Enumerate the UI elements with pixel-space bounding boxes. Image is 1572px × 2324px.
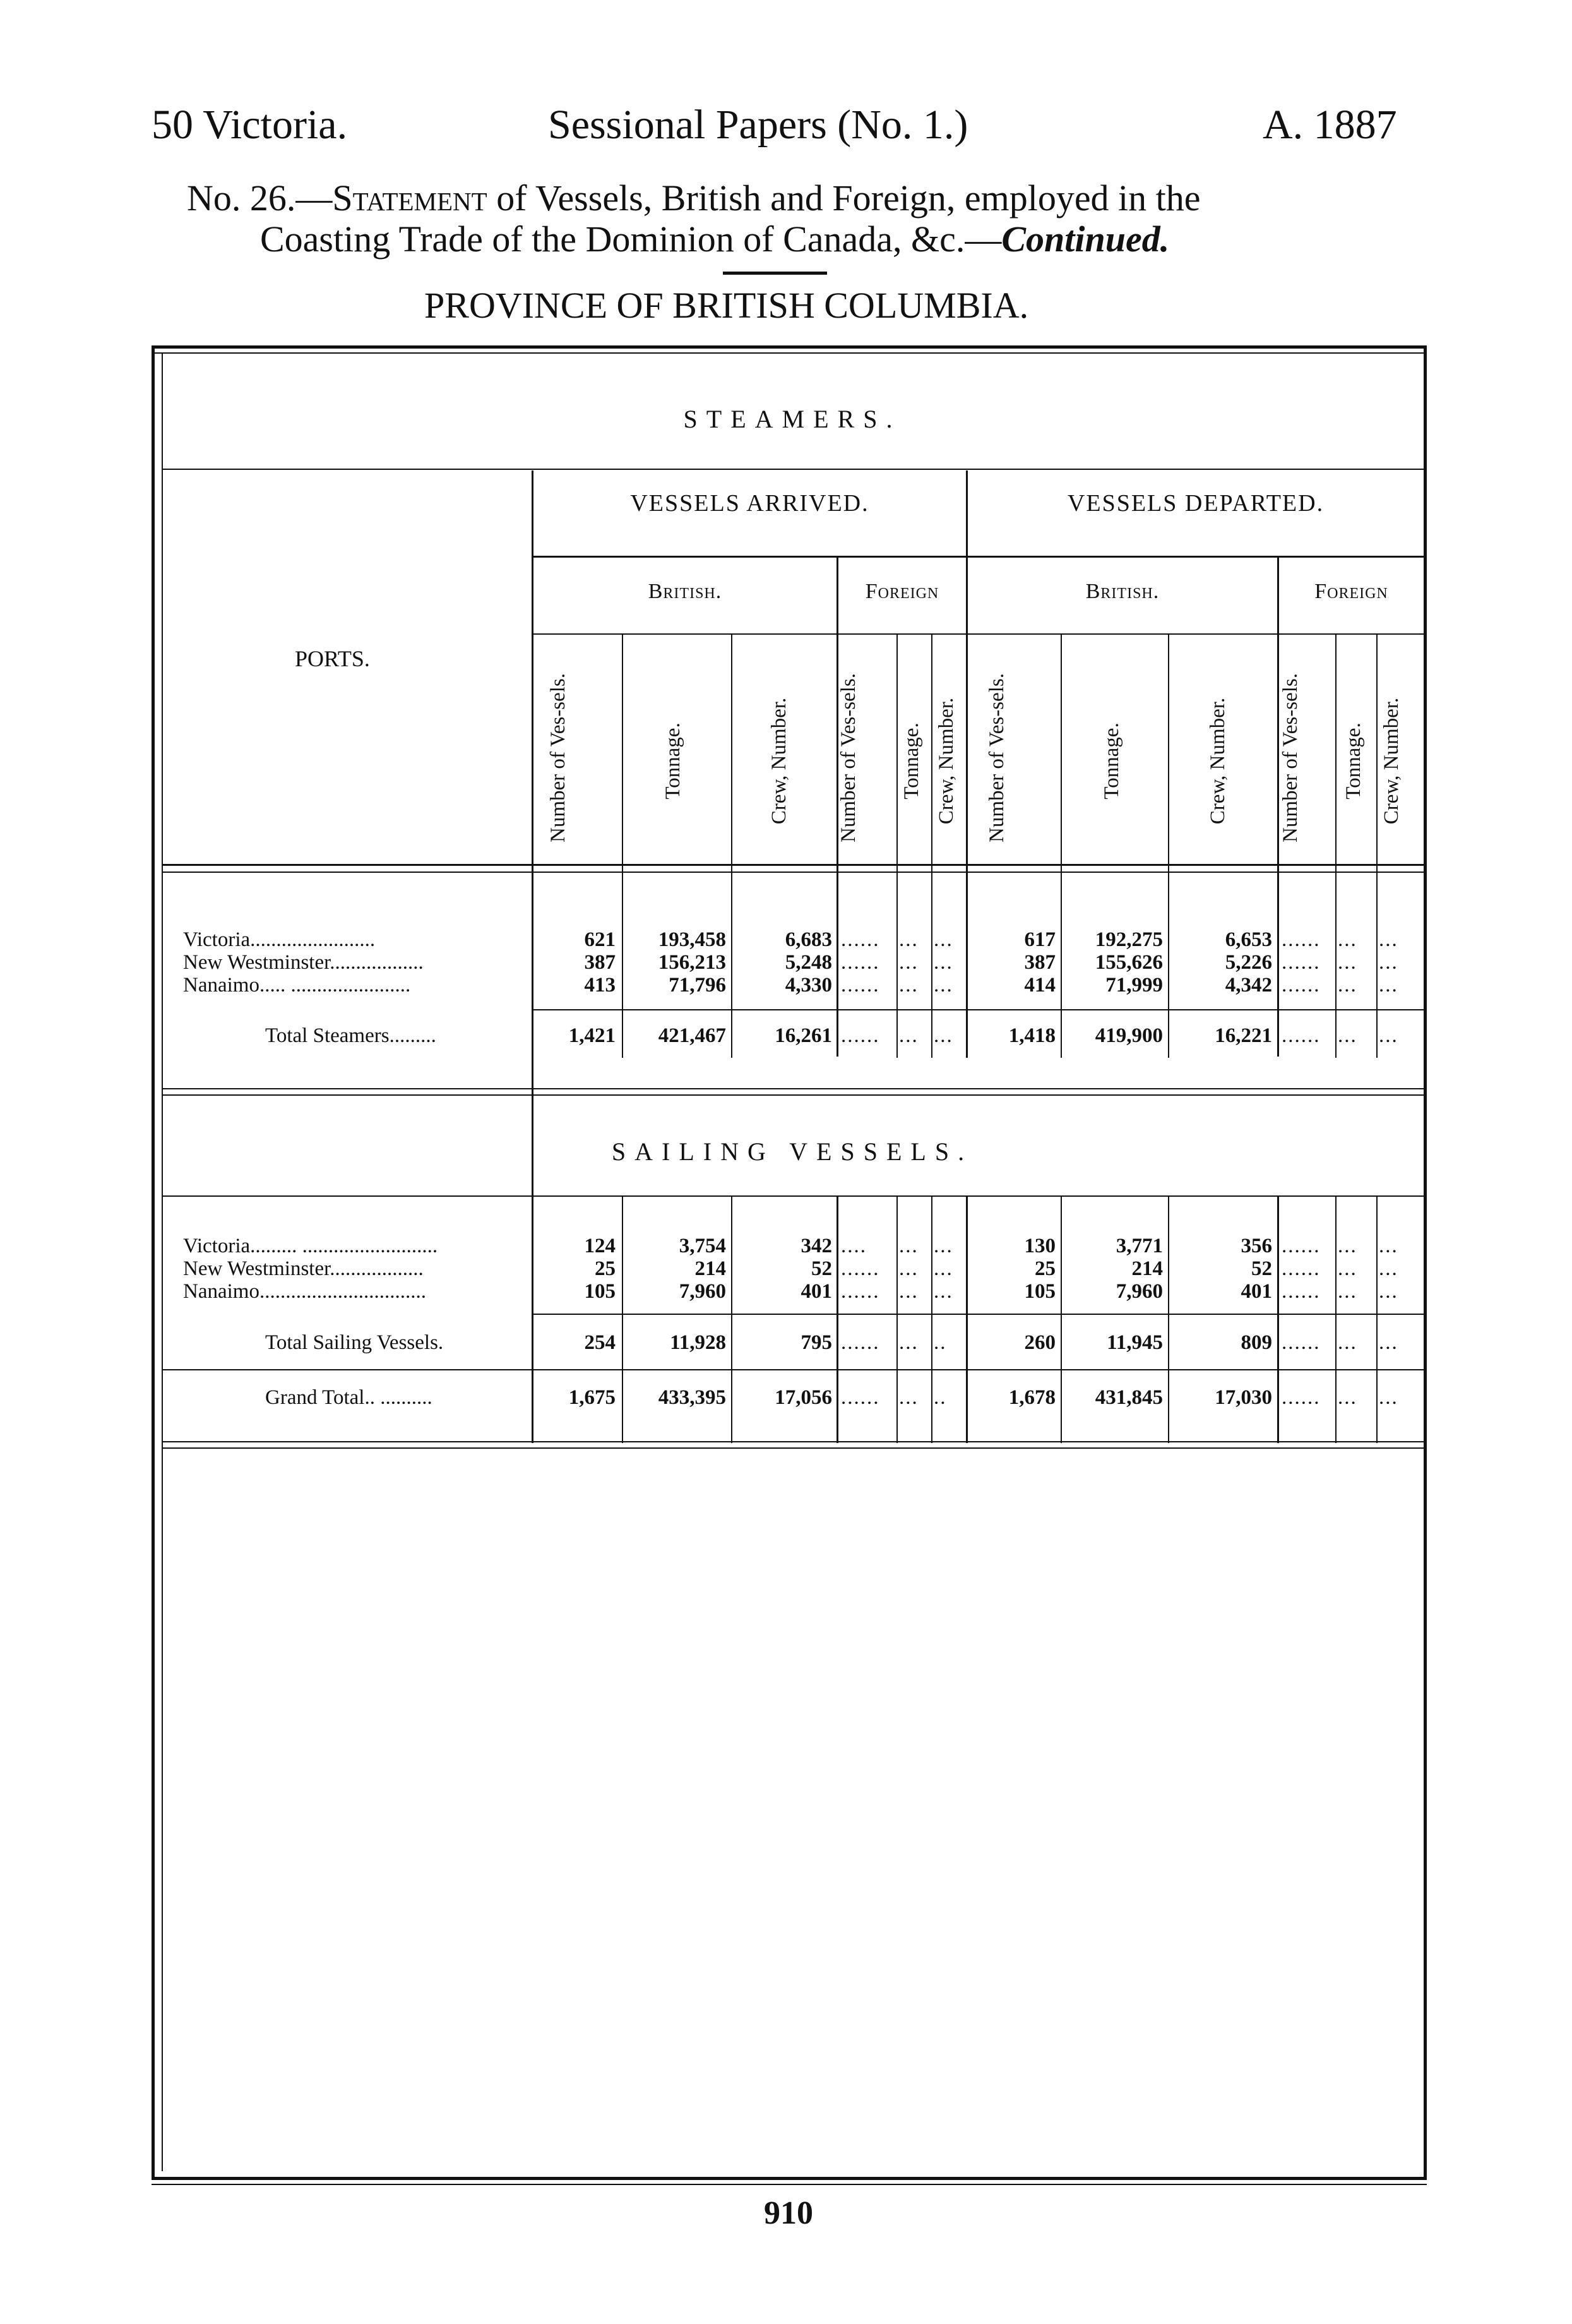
header-right: A. 1887 — [1263, 102, 1397, 148]
table-top-rule — [152, 345, 1427, 349]
empty-cell: ... — [1379, 1280, 1398, 1303]
sailing-col-divider-9 — [1335, 1197, 1337, 1443]
empty-cell: ... — [1379, 1331, 1398, 1354]
value-cell: 16,221 — [1215, 1024, 1272, 1047]
empty-cell: ... — [899, 974, 919, 997]
value-cell: 52 — [811, 1257, 832, 1280]
arrived-british-crew-label: Crew, Number. — [768, 697, 790, 825]
steamers-subtotal-rule — [533, 1009, 1424, 1010]
table-top-rule-thin — [152, 352, 1427, 354]
departed-british-crew-label: Crew, Number. — [1206, 697, 1229, 825]
empty-cell: ... — [899, 1235, 919, 1257]
value-cell: 419,900 — [1095, 1024, 1163, 1047]
sailing-col-divider-3 — [837, 1197, 838, 1443]
value-cell: 387 — [1024, 951, 1056, 974]
empty-cell: ...... — [841, 951, 880, 974]
leader-dots: ......... — [389, 1024, 436, 1047]
value-cell: 6,683 — [785, 928, 832, 951]
departed-header: VESSELS DEPARTED. — [1067, 490, 1325, 517]
ports-header: PORTS. — [295, 646, 370, 671]
empty-cell: ...... — [841, 1386, 880, 1409]
port-name-text: Victoria — [183, 1235, 251, 1257]
sailing-col-divider-5 — [931, 1197, 932, 1443]
empty-cell: ... — [1379, 951, 1398, 974]
sailing-title-rule — [163, 1195, 1424, 1197]
value-cell: 356 — [1241, 1235, 1272, 1257]
value-cell: 342 — [801, 1235, 832, 1257]
table-bottom-rule — [152, 2177, 1427, 2180]
arrived-british-tonnage-label: Tonnage. — [662, 722, 684, 800]
value-cell: 1,675 — [568, 1386, 616, 1409]
port-name — [183, 1235, 524, 1258]
empty-cell: ... — [934, 974, 953, 997]
port-name-text: New Westminster — [183, 951, 330, 974]
empty-cell: ... — [899, 1386, 919, 1409]
value-cell: 4,330 — [785, 974, 832, 997]
empty-cell: .. — [934, 1331, 947, 1354]
col-divider-4 — [931, 635, 932, 1058]
value-cell: 156,213 — [658, 951, 726, 974]
value-cell: 414 — [1024, 974, 1056, 997]
departed-british-vessels-label: Number of Ves-sels. — [985, 673, 1008, 842]
departed-foreign-tonnage-label: Tonnage. — [1342, 722, 1365, 800]
value-cell: 124 — [584, 1235, 616, 1257]
value-cell: 3,754 — [679, 1235, 726, 1257]
empty-cell: ... — [899, 1257, 919, 1280]
empty-cell: .... — [841, 1235, 867, 1257]
title-line-2-main: Coasting Trade of the Dominion of Canada, &c.— — [260, 219, 1002, 260]
sailing-col-divider-8 — [1277, 1197, 1279, 1443]
port-name — [183, 928, 524, 952]
empty-cell: ... — [934, 1280, 953, 1303]
value-cell: 433,395 — [658, 1386, 726, 1409]
value-cell: 5,226 — [1225, 951, 1272, 974]
sailing-title: SAILING VESSELS. — [611, 1137, 974, 1166]
arrived-departed-rule — [533, 556, 1424, 558]
value-cell: 809 — [1241, 1331, 1272, 1354]
total-label-text: Total Steamers — [265, 1024, 390, 1047]
empty-cell: ... — [1338, 1386, 1357, 1409]
empty-cell: ... — [1338, 974, 1357, 997]
empty-cell: ... — [899, 928, 919, 951]
departed-foreign-vessels-label: Number of Ves-sels. — [1279, 673, 1302, 842]
empty-cell: ... — [1379, 974, 1398, 997]
table-right-rule — [1424, 345, 1427, 2177]
steamers-bottom-rule — [163, 1088, 1424, 1089]
value-cell: 260 — [1024, 1331, 1056, 1354]
sailing-subtotal-rule — [533, 1314, 1424, 1315]
empty-cell: ...... — [1282, 1235, 1321, 1257]
sailing-col-divider-4 — [896, 1197, 898, 1443]
value-cell: 1,418 — [1008, 1024, 1056, 1047]
empty-cell: ...... — [1282, 1280, 1321, 1303]
arrived-british-vessels-label: Number of Ves-sels. — [547, 673, 569, 842]
value-cell: 25 — [1035, 1257, 1056, 1280]
value-cell: 130 — [1024, 1235, 1056, 1257]
value-cell: 71,999 — [1105, 974, 1163, 997]
empty-cell: ...... — [841, 928, 880, 951]
value-cell: 52 — [1251, 1257, 1272, 1280]
empty-cell: ... — [1338, 1235, 1357, 1257]
port-name — [183, 1257, 524, 1281]
leader-dots: .................. — [330, 951, 424, 974]
arrived-foreign-vessels-label: Number of Ves-sels. — [837, 673, 860, 842]
value-cell: 421,467 — [658, 1024, 726, 1047]
value-cell: 6,653 — [1225, 928, 1272, 951]
value-cell: 431,845 — [1095, 1386, 1163, 1409]
total-label — [265, 1331, 524, 1355]
empty-cell: ...... — [841, 1331, 880, 1354]
empty-cell: ...... — [841, 1280, 880, 1303]
leader-dots: ......... .......................... — [250, 1235, 438, 1257]
empty-cell: ...... — [1282, 951, 1321, 974]
title-rest: of Vessels, British and Foreign, employed in the — [487, 177, 1201, 219]
port-name — [183, 1280, 524, 1303]
leader-dots: ..... ....................... — [259, 974, 411, 997]
empty-cell: ... — [1379, 1386, 1398, 1409]
value-cell: 795 — [801, 1331, 832, 1354]
header-center: Sessional Papers (No. 1.) — [548, 102, 968, 148]
value-cell: 11,928 — [670, 1331, 726, 1354]
empty-cell: ...... — [1282, 928, 1321, 951]
port-name-text: Nanaimo — [183, 1280, 259, 1303]
empty-cell: ... — [1338, 951, 1357, 974]
value-cell: 214 — [694, 1257, 726, 1280]
empty-cell: ... — [899, 1280, 919, 1303]
port-name — [183, 951, 524, 974]
empty-cell: ... — [1379, 1257, 1398, 1280]
value-cell: 621 — [584, 928, 616, 951]
title-line-2 — [260, 218, 1169, 260]
table-body-bottom-rule — [163, 1441, 1424, 1442]
empty-cell: ... — [934, 928, 953, 951]
empty-cell: ...... — [841, 1024, 880, 1047]
steamers-bottom-rule-thin — [163, 1094, 1424, 1096]
value-cell: 193,458 — [658, 928, 726, 951]
empty-cell: ... — [1338, 928, 1357, 951]
value-cell: 17,030 — [1215, 1386, 1272, 1409]
value-cell: 105 — [1024, 1280, 1056, 1303]
value-cell: 7,960 — [1116, 1280, 1163, 1303]
total-label-text: Grand Total.. .......... — [265, 1386, 432, 1409]
total-label — [265, 1024, 524, 1048]
empty-cell: ... — [1338, 1024, 1357, 1047]
value-cell: 7,960 — [679, 1280, 726, 1303]
table-left-rule-thin — [162, 352, 163, 2171]
title-continued: Continued. — [1001, 219, 1170, 260]
empty-cell: ...... — [841, 974, 880, 997]
port-name-text: Victoria — [183, 928, 251, 951]
empty-cell: ... — [934, 1024, 953, 1047]
value-cell: 3,771 — [1116, 1235, 1163, 1257]
value-cell: 387 — [584, 951, 616, 974]
table-left-rule — [152, 345, 155, 2177]
title-line-1 — [187, 177, 1201, 219]
sailing-col-divider-10 — [1376, 1197, 1378, 1443]
value-cell: 155,626 — [1095, 951, 1163, 974]
empty-cell: ... — [1338, 1331, 1357, 1354]
empty-cell: ...... — [1282, 1257, 1321, 1280]
steamers-title-rule — [163, 469, 1424, 470]
empty-cell: ...... — [1282, 1024, 1321, 1047]
empty-cell: ... — [899, 1331, 919, 1354]
port-name-text: New Westminster — [183, 1257, 330, 1280]
departed-british-tonnage-label: Tonnage. — [1100, 722, 1123, 800]
col-divider-8 — [1376, 635, 1378, 1058]
arrived-foreign-header: Foreign — [865, 580, 939, 603]
departed-foreign-header: Foreign — [1314, 580, 1388, 603]
arrived-header: VESSELS ARRIVED. — [630, 490, 869, 517]
empty-cell: ... — [1379, 928, 1398, 951]
arrived-foreign-crew-label: Crew, Number. — [935, 697, 958, 825]
value-cell: 254 — [584, 1331, 616, 1354]
title-statement: Statement — [332, 177, 487, 219]
empty-cell: ... — [1379, 1024, 1398, 1047]
leader-dots: .................. — [330, 1257, 424, 1280]
value-cell: 17,056 — [775, 1386, 832, 1409]
value-cell: 401 — [1241, 1280, 1272, 1303]
empty-cell: ... — [899, 951, 919, 974]
arrived-foreign-tonnage-label: Tonnage. — [900, 722, 923, 800]
value-cell: 4,342 — [1225, 974, 1272, 997]
table-bottom-rule-thin — [152, 2184, 1427, 2185]
steamers-title: STEAMERS. — [683, 405, 902, 433]
title-rule — [723, 272, 827, 275]
empty-cell: ...... — [1282, 1331, 1321, 1354]
value-cell: 16,261 — [775, 1024, 832, 1047]
header-bottom-rule-thin — [163, 872, 1424, 873]
province-title: PROVINCE OF BRITISH COLUMBIA. — [424, 285, 1029, 326]
port-name — [183, 974, 524, 997]
header-left: 50 Victoria. — [152, 102, 348, 148]
value-cell: 11,945 — [1107, 1331, 1163, 1354]
title-prefix: No. 26.— — [187, 177, 333, 219]
value-cell: 617 — [1024, 928, 1056, 951]
empty-cell: ... — [899, 1024, 919, 1047]
value-cell: 413 — [584, 974, 616, 997]
empty-cell: ... — [1338, 1257, 1357, 1280]
empty-cell: ... — [934, 951, 953, 974]
value-cell: 25 — [595, 1257, 616, 1280]
empty-cell: ...... — [1282, 1386, 1321, 1409]
british-foreign-rule — [533, 633, 1424, 635]
empty-cell: ... — [1379, 1235, 1398, 1257]
value-cell: 105 — [584, 1280, 616, 1303]
empty-cell: .. — [934, 1386, 947, 1409]
empty-cell: ...... — [1282, 974, 1321, 997]
page-number: 910 — [764, 2195, 813, 2231]
sailing-total-rule — [163, 1369, 1424, 1370]
table-body-bottom-rule-thin — [163, 1447, 1424, 1449]
departed-british-header: British. — [1085, 580, 1160, 603]
value-cell: 1,678 — [1008, 1386, 1056, 1409]
value-cell: 401 — [801, 1280, 832, 1303]
empty-cell: ...... — [841, 1257, 880, 1280]
departed-foreign-crew-label: Crew, Number. — [1380, 697, 1403, 825]
value-cell: 5,248 — [785, 951, 832, 974]
total-label-text: Total Sailing Vessels. — [265, 1331, 444, 1354]
port-name-text: Nanaimo — [183, 974, 259, 997]
empty-cell: ... — [1338, 1280, 1357, 1303]
value-cell: 71,796 — [669, 974, 726, 997]
empty-cell: ... — [934, 1257, 953, 1280]
value-cell: 192,275 — [1095, 928, 1163, 951]
arrived-british-header: British. — [648, 580, 722, 603]
header-bottom-rule — [163, 864, 1424, 866]
leader-dots: ........................ — [250, 928, 376, 951]
value-cell: 214 — [1131, 1257, 1163, 1280]
leader-dots: ................................ — [259, 1280, 426, 1303]
total-label — [265, 1386, 524, 1410]
value-cell: 1,421 — [568, 1024, 616, 1047]
empty-cell: ... — [934, 1235, 953, 1257]
